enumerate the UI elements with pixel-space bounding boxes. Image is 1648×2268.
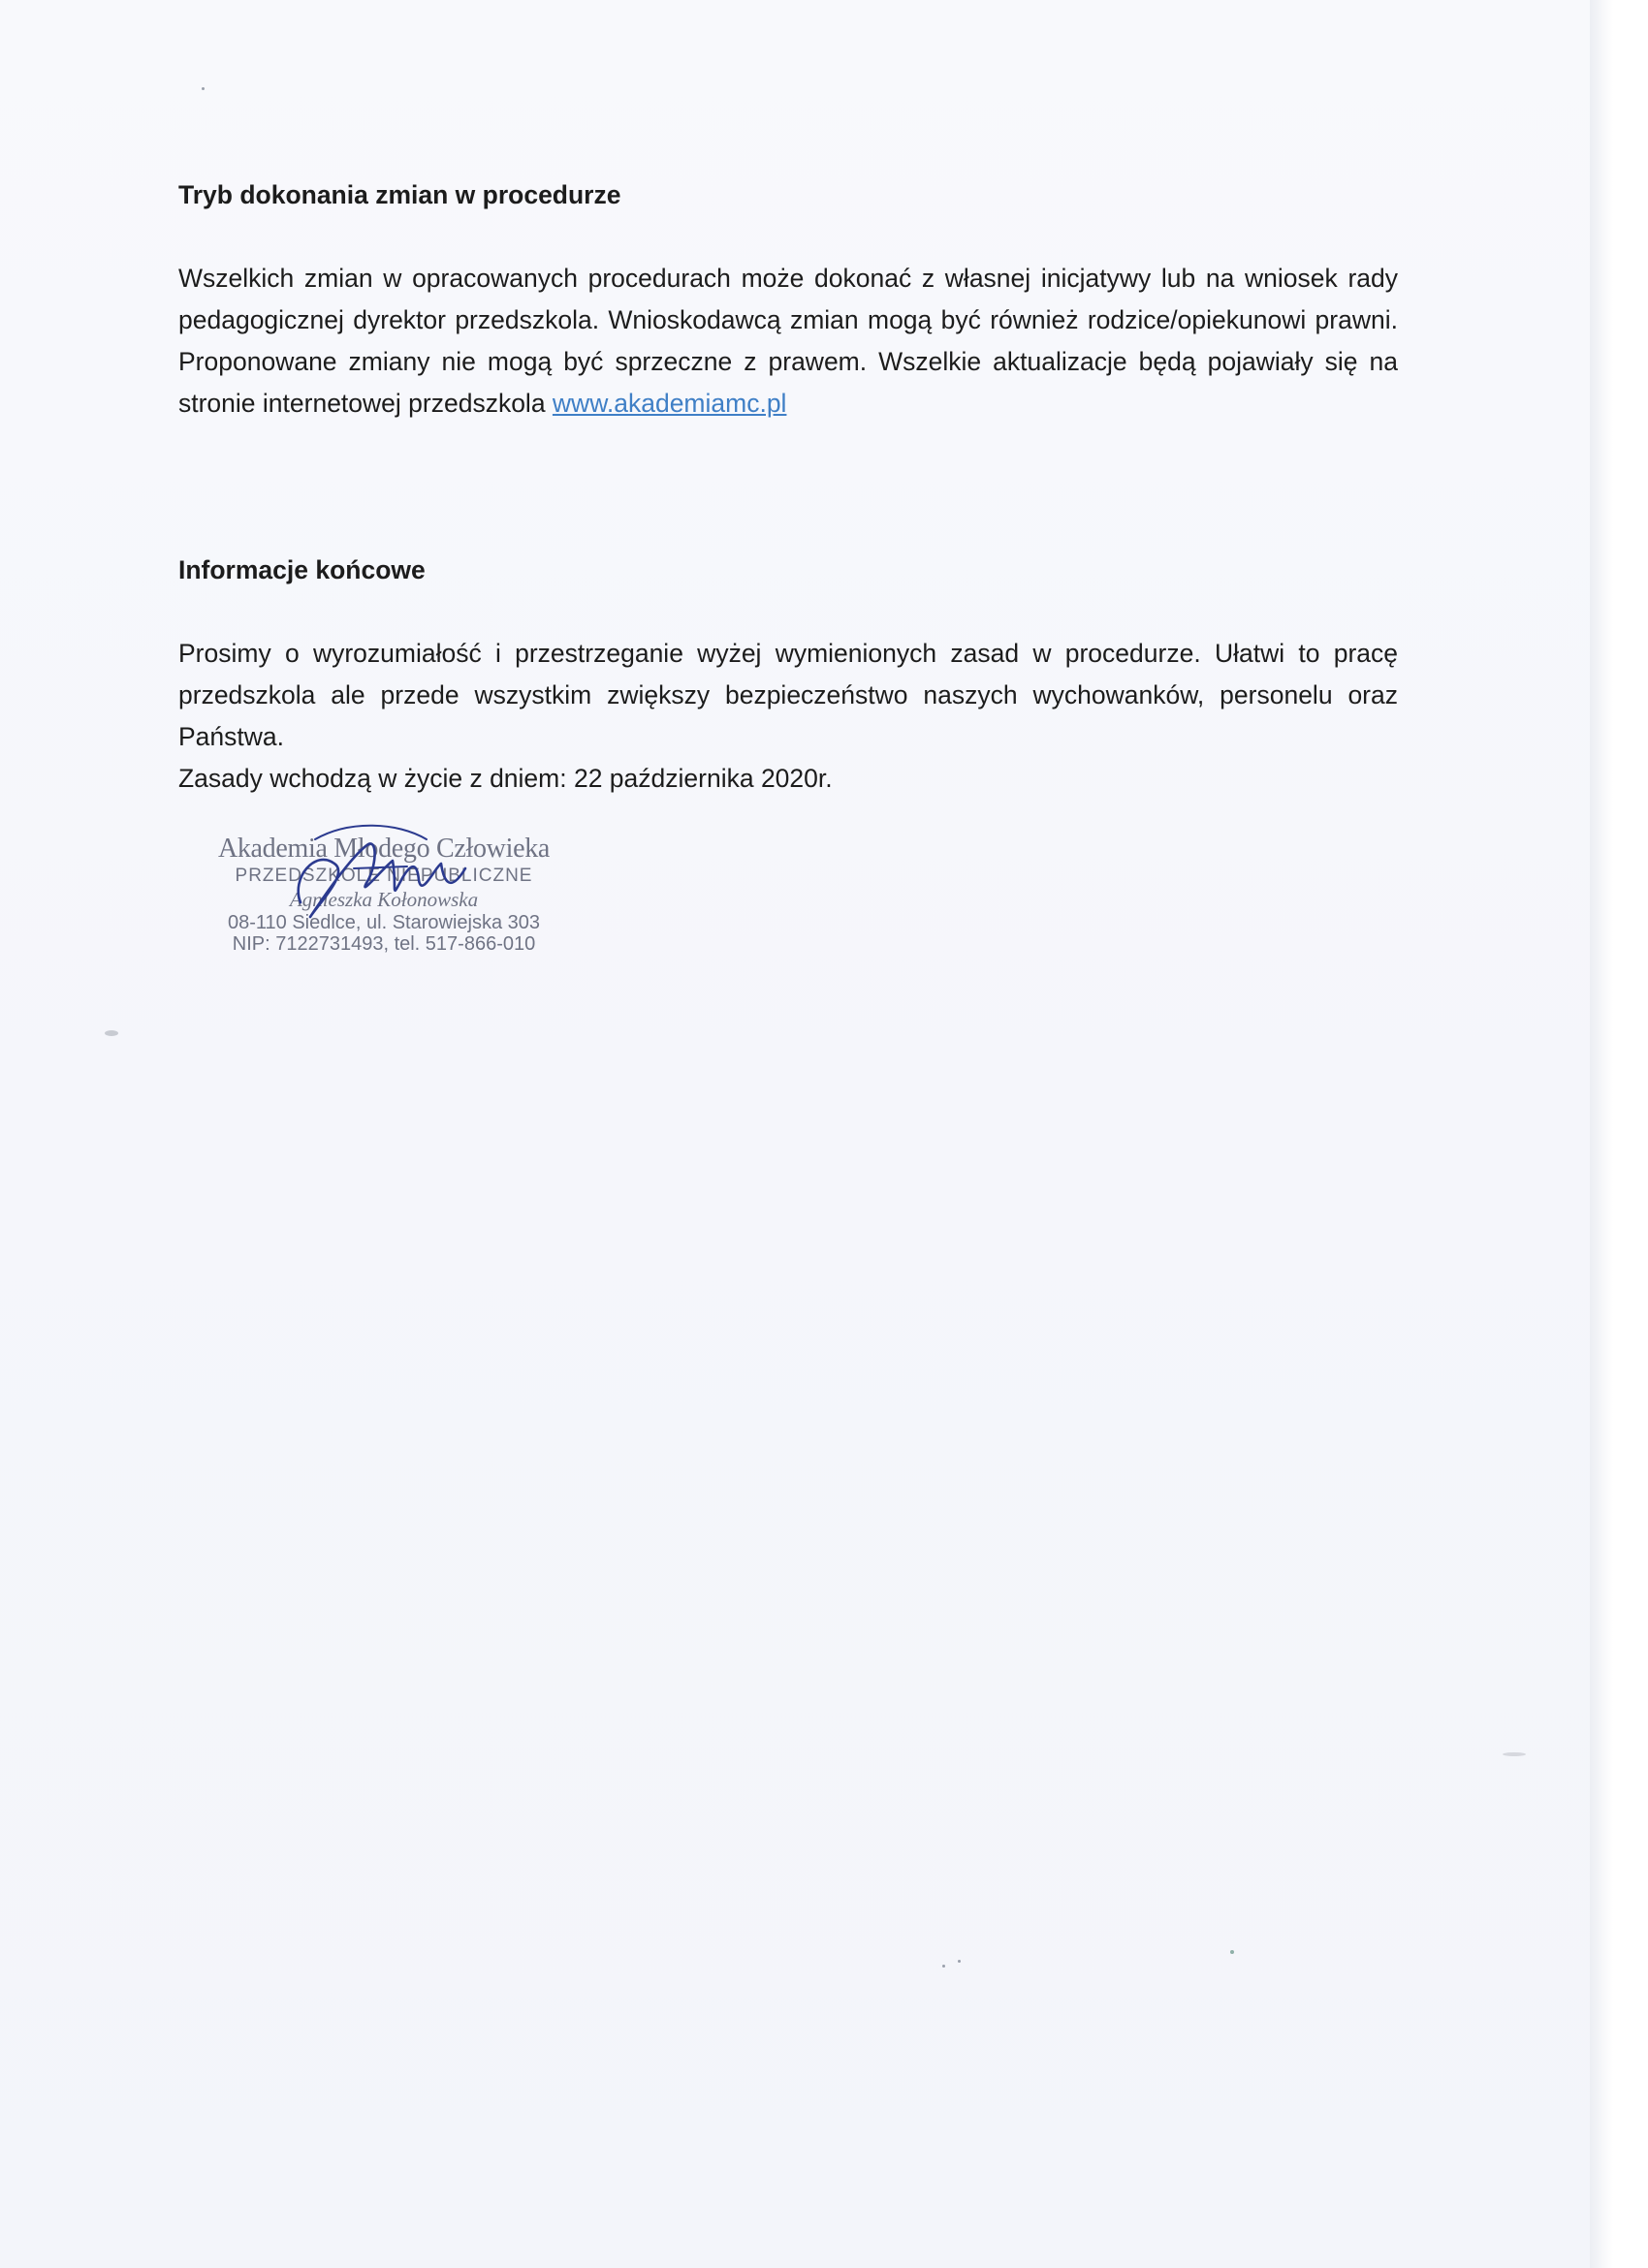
scan-border: [1590, 0, 1648, 2268]
stamp-tax-phone: NIP: 7122731493, tel. 517-866-010: [232, 933, 536, 955]
scan-speck: [105, 1030, 118, 1036]
document-body: [178, 174, 1398, 800]
scan-speck: [942, 1965, 945, 1968]
scan-speck: [202, 87, 205, 90]
stamp-address: 08-110 Siedlce, ul. Starowiejska 303: [227, 912, 541, 933]
stamp-director-name: Agnieszka Kołonowska: [289, 888, 479, 911]
scan-speck: [1503, 1752, 1526, 1756]
scan-speck: [958, 1960, 961, 1963]
scan-speck: [1230, 1950, 1234, 1954]
website-link[interactable]: www.akademiamc.pl: [552, 389, 787, 418]
change-procedure-paragraph: [178, 258, 1398, 425]
change-procedure-text: Wszelkich zmian w opracowanych procedurach może dokonać z własnej inicjatywy lub na wniosek rady pedagogicznej dyrektor przedszkola. Wnioskodawcą zmian mogą być również rodzice/opiekunowi prawni. Proponowane zmiany nie mogą być sprzeczne z prawem. Wszelkie aktualizacje będą pojawiały się na stronie internetowej przedszkola: [178, 264, 1398, 418]
final-info-paragraph: Prosimy o wyrozumiałość i przestrzeganie wyżej wymienionych zasad w procedurze. Ułatwi to pracę przedszkola ale przede wszystkim zwiększy bezpieczeństwo naszych wychowanków, personelu oraz Państwa.: [178, 639, 1398, 751]
handwritten-signature: [262, 810, 504, 936]
stamp-institution-type: PRZEDSZKOLE NIEPUBLICZNE: [235, 866, 533, 886]
section-heading-final-info: Informacje końcowe: [178, 555, 426, 584]
effective-date-line: Zasady wchodzą w życie z dniem: 22 października 2020r.: [178, 764, 833, 793]
section-heading-change-procedure: Tryb dokonania zmian w procedurze: [178, 180, 621, 209]
stamp-institution-name: Akademia Młodego Człowieka: [217, 834, 551, 864]
